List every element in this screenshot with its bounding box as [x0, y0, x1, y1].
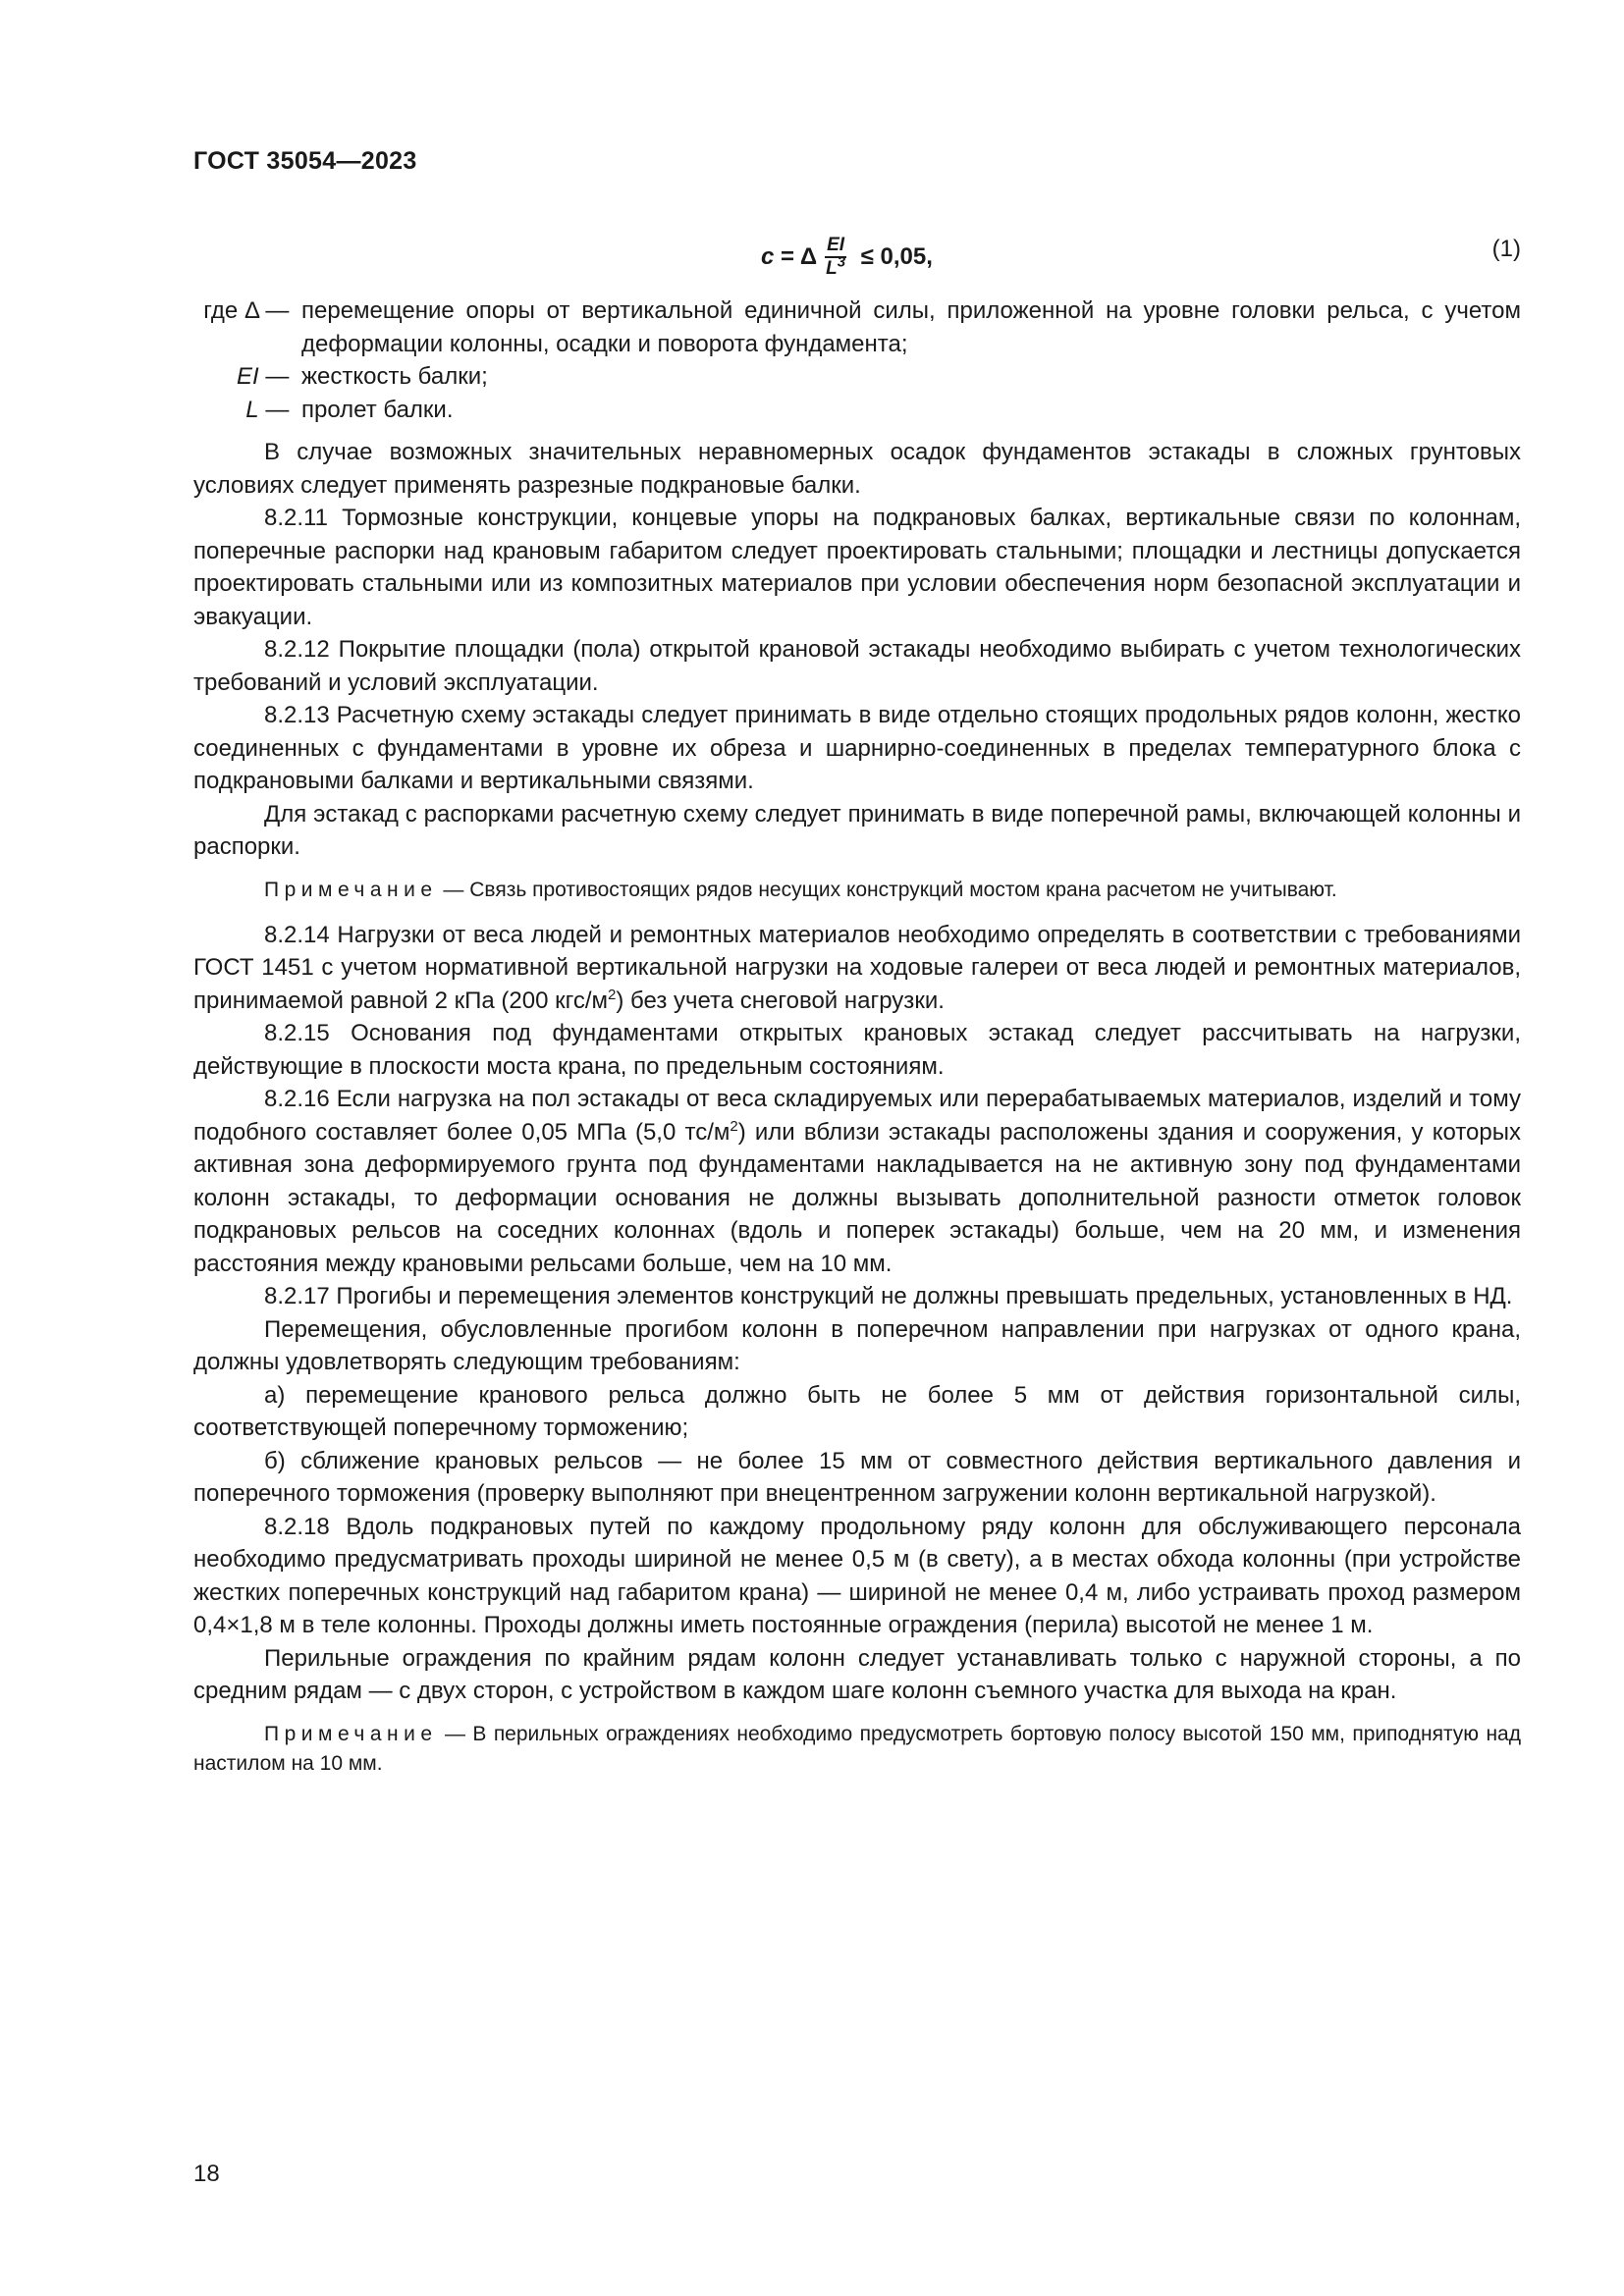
note-2	[193, 1720, 1521, 1779]
formula-lhs: c	[761, 243, 775, 270]
note-label: Примечание	[264, 1722, 438, 1745]
list-item-b: б) сближение крановых рельсов — не более 15 мм от совместного действия вертикального давления и поперечного торможения (проверку выполняют при внецентренном загружении колонн вертикальной нагрузкой).	[193, 1447, 1521, 1507]
list-item-a: а) перемещение кранового рельса должно быть не более 5 мм от действия горизонтальной силы, соответствующей поперечному торможению;	[193, 1381, 1521, 1441]
formula-denominator-base: L	[826, 258, 838, 279]
definition-item	[193, 294, 1521, 360]
definitions-list	[193, 294, 1521, 426]
formula-numerator: EI	[825, 235, 846, 258]
definition-term: EI —	[236, 363, 290, 390]
formula-1	[761, 228, 933, 287]
paragraph-8-2-14: 8.2.14 Нагрузки от веса людей и ремонтных материалов необходимо определять в соответствии с требованиями ГОСТ 1451 с учетом нормативной вертикальной нагрузки на ходовые галереи от веса людей и ремонтных материалов, принимаемой равной 2 кПа (200 кгс/$м^2$) без учета снеговой нагрузки.	[193, 921, 1521, 1014]
definition-text: пролет балки.	[301, 396, 454, 423]
formula-fraction	[825, 235, 846, 280]
definition-item	[193, 360, 1521, 394]
document-header: ГОСТ 35054—2023	[193, 147, 417, 175]
formula-number: (1)	[1491, 236, 1521, 262]
paragraph: Для эстакад с распорками расчетную схему следует принимать в виде поперечной рамы, включающей колонны и распорки.	[193, 800, 1521, 860]
paragraph-8-2-15: 8.2.15 Основания под фундаментами открытых крановых эстакад следует рассчитывать на нагрузки, действующие в плоскости моста крана, по предельным состояниям.	[193, 1020, 1521, 1080]
formula-denominator-exp: 3	[837, 253, 846, 271]
page-number: 18	[193, 2161, 220, 2187]
paragraph-8-2-17: 8.2.17 Прогибы и перемещения элементов конструкций не должны превышать предельных, установленных в НД.	[264, 1283, 1513, 1309]
paragraph: Перильные ограждения по крайним рядам колонн следует устанавливать только с наружной стороны, а по средним рядам — с двух сторон, с устройством в каждом шаге колонн съемного участка для выхода на кран.	[193, 1644, 1521, 1704]
definition-item	[193, 394, 1521, 427]
paragraph: В случае возможных значительных неравномерных осадок фундаментов эстакады в сложных грунтовых условиях следует применять разрезные подкрановые балки.	[193, 439, 1521, 499]
definition-text: перемещение опоры от вертикальной единичной силы, приложенной на уровне головки рельса, с учетом деформации колонны, осадки и поворота фундамента;	[301, 297, 1521, 357]
paragraph-8-2-12: 8.2.12 Покрытие площадки (пола) открытой крановой эстакады необходимо выбирать с учетом технологических требований и условий эксплуатации.	[193, 636, 1521, 696]
note-text: — В перильных ограждениях необходимо предусмотреть бортовую полосу высотой 150 мм, приподнятую над настилом на 10 мм.	[193, 1722, 1521, 1775]
note-label: Примечание	[264, 878, 438, 901]
paragraph-8-2-11: 8.2.11 Тормозные конструкции, концевые упоры на подкрановых балках, вертикальные связи по колоннам, поперечные распорки над крановым габаритом следует проектировать стальными; площадки и лестницы допускается проектировать стальными или из композитных материалов при условии обеспечения норм безопасной эксплуатации и эвакуации.	[193, 505, 1521, 630]
formula-rhs: ≤ 0,05,	[854, 243, 933, 270]
definition-text: жесткость балки;	[301, 363, 488, 390]
definition-term: где Δ —	[203, 297, 290, 324]
paragraph-8-2-18: 8.2.18 Вдоль подкрановых путей по каждому продольному ряду колонн для обслуживающего персонала необходимо предусматривать проходы шириной не менее 0,5 м (в свету), а в местах обхода колонны (при устройстве жестких поперечных конструкций над габаритом крана) — шириной не менее 0,4 м, либо устраивать проход размером 0,4×1,8 м в теле колонны. Проходы должны иметь постоянные ограждения (перила) высотой не менее 1 м.	[193, 1513, 1521, 1638]
formula-eq: = Δ	[774, 243, 818, 270]
document-body	[193, 294, 1521, 1792]
note-1	[193, 876, 1521, 905]
note-text: — Связь противостоящих рядов несущих конструкций мостом крана расчетом не учитывают.	[437, 878, 1337, 901]
definition-term: L —	[245, 396, 290, 423]
paragraph: Перемещения, обусловленные прогибом колонн в поперечном направлении при нагрузках от одного крана, должны удовлетворять следующим требованиям:	[193, 1315, 1521, 1375]
paragraph-8-2-13: 8.2.13 Расчетную схему эстакады следует принимать в виде отдельно стоящих продольных рядов колонн, жестко соединенных с фундаментами в уровне их обреза и шарнирно-соединенных в пределах температурного блока с подкрановыми балками и вертикальными связями.	[193, 702, 1521, 794]
paragraph-8-2-16: 8.2.16 Если нагрузка на пол эстакады от веса складируемых или перерабатываемых материалов, изделий и тому подобного составляет более 0,05 МПа (5,0 $тс/м^2$) или вблизи эстакады расположены здания и сооружения, у которых активная зона деформируемого грунта под фундаментами накладывается на не активную зону под фундаментами колонн эстакады, то деформации основания не должны вызывать дополнительной разности отметок головок подкрановых рельсов на соседних колоннах (вдоль и поперек эстакады) больше, чем на 20 мм, и изменения расстояния между крановыми рельсами больше, чем на 10 мм.	[193, 1086, 1521, 1277]
formula-denominator	[826, 253, 846, 280]
